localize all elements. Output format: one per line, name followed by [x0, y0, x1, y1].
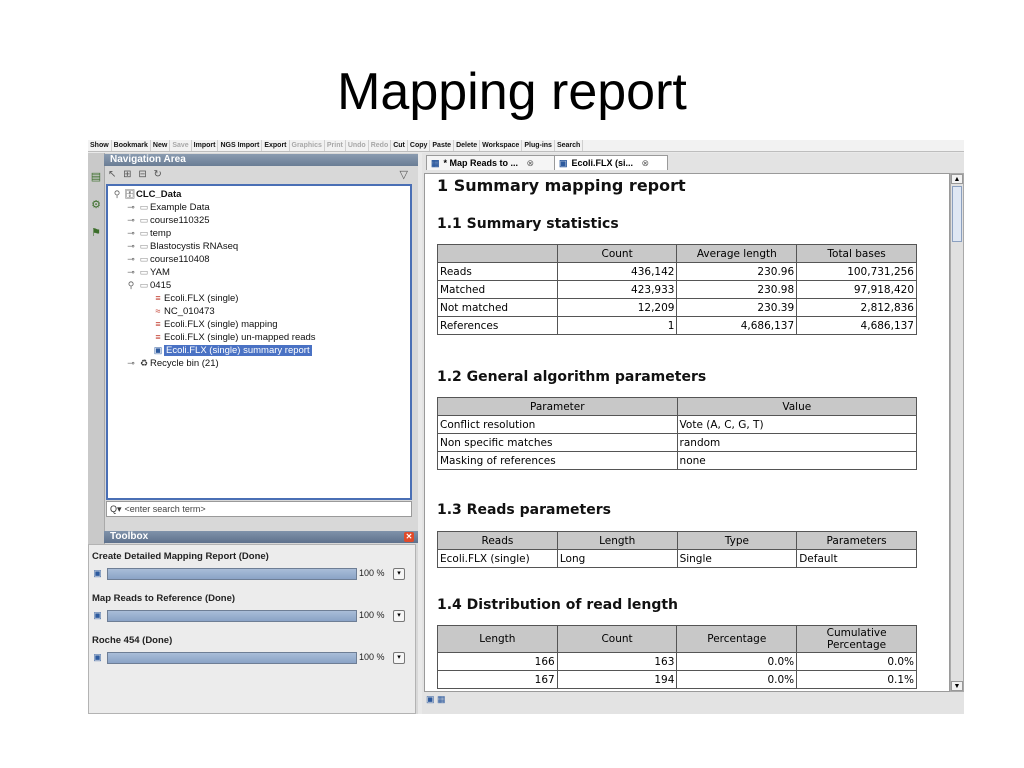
- table-cell: Non specific matches: [438, 434, 678, 452]
- column-header: Length: [438, 626, 558, 653]
- refresh-icon[interactable]: ↻: [153, 169, 162, 180]
- navigation-tools: [104, 167, 418, 183]
- tree-item[interactable]: [110, 188, 181, 200]
- menu-delete[interactable]: Delete: [454, 140, 480, 151]
- menu-paste[interactable]: Paste: [430, 140, 454, 151]
- table-cell: References: [438, 317, 558, 335]
- table-row: [438, 434, 917, 452]
- task-icon: ▣: [93, 610, 102, 620]
- table-cell: 167: [438, 671, 558, 689]
- toolbox-processes: [88, 544, 416, 714]
- table-cell: 2,812,836: [797, 299, 917, 317]
- summary-report: [424, 173, 950, 692]
- navigation-tree[interactable]: [106, 184, 412, 500]
- tree-item-label: CLC_Data: [136, 189, 182, 200]
- tree-item[interactable]: [138, 292, 238, 304]
- table-row: [438, 550, 917, 568]
- view-switcher: [426, 694, 446, 705]
- reads-icon: ≡: [155, 332, 161, 342]
- database-icon: 🗄: [124, 189, 136, 199]
- task-label: Create Detailed Mapping Report (Done): [92, 551, 269, 562]
- read-length-distribution-table: [437, 625, 917, 689]
- menu-undo[interactable]: Undo: [346, 140, 369, 151]
- tree-item-label: NC_010473: [164, 306, 215, 317]
- table-row: [438, 299, 917, 317]
- toolbox-header: [104, 531, 418, 543]
- tree-item-label: course110325: [150, 215, 210, 226]
- table-cell: Single: [677, 550, 797, 568]
- progress-fill: [108, 569, 356, 579]
- menu-bookmark[interactable]: Bookmark: [112, 140, 151, 151]
- task-label: Map Reads to Reference (Done): [92, 593, 236, 604]
- table-cell: 4,686,137: [677, 317, 797, 335]
- menu-graphics[interactable]: Graphics: [290, 140, 325, 151]
- import-folder-icon[interactable]: ⊟: [138, 169, 147, 180]
- column-header: Value: [677, 398, 916, 416]
- progress-fill: [108, 611, 356, 621]
- table-cell: 230.96: [677, 263, 797, 281]
- clc-workbench-window: [88, 140, 964, 714]
- collapsed-node-icon[interactable]: ⊸: [127, 241, 135, 251]
- table-row: [438, 653, 917, 671]
- navigation-area-header: [104, 154, 418, 166]
- menu-print[interactable]: Print: [325, 140, 346, 151]
- search-bar[interactable]: [106, 501, 412, 517]
- progress-bar: [107, 610, 357, 622]
- task-menu-icon[interactable]: ▾: [393, 568, 405, 580]
- table-cell: 194: [557, 671, 677, 689]
- tree-item-label: Ecoli.FLX (single): [164, 293, 239, 304]
- tree-item[interactable]: [124, 240, 238, 252]
- folder-icon: ▭: [139, 202, 149, 212]
- tree-item[interactable]: [124, 227, 171, 239]
- folder-icon: ▭: [139, 254, 149, 264]
- toolbox-icon[interactable]: ⚙: [91, 199, 101, 211]
- table-header-row: [438, 245, 917, 263]
- search-icon[interactable]: Q▾: [110, 504, 122, 514]
- scroll-up-icon[interactable]: ▲: [951, 174, 963, 184]
- table-cell: Default: [797, 550, 917, 568]
- toolbar: [88, 140, 964, 152]
- task-menu-icon[interactable]: ▾: [393, 610, 405, 622]
- collapsed-node-icon[interactable]: ⊸: [127, 267, 135, 277]
- task-icon: ▣: [93, 568, 102, 578]
- close-icon[interactable]: ✕: [405, 532, 413, 541]
- tree-item[interactable]: [138, 305, 215, 317]
- column-header: [438, 245, 558, 263]
- vertical-scrollbar[interactable]: [950, 173, 964, 692]
- summary-statistics-table: [437, 244, 917, 335]
- task-icon: ▣: [93, 652, 102, 662]
- column-header: Total bases: [797, 245, 917, 263]
- left-panel: [88, 153, 418, 714]
- report-title: 1 Summary mapping report: [437, 176, 686, 195]
- tree-item[interactable]: [124, 201, 210, 213]
- navigation-icon[interactable]: ▤: [90, 171, 102, 183]
- menu-ngs-import[interactable]: NGS Import: [218, 140, 262, 151]
- column-header: Parameters: [797, 532, 917, 550]
- table-cell: 423,933: [557, 281, 677, 299]
- table-cell: 0.0%: [797, 653, 917, 671]
- folder-icon: ▭: [139, 215, 149, 225]
- menu-plug-ins[interactable]: Plug-ins: [522, 140, 555, 151]
- table-header-row: [438, 532, 917, 550]
- new-folder-icon[interactable]: ⊞: [123, 169, 132, 180]
- sequence-icon: ≈: [155, 306, 161, 316]
- table-row: [438, 263, 917, 281]
- algorithm-parameters-table: [437, 397, 917, 470]
- menu-workspace[interactable]: Workspace: [480, 140, 522, 151]
- tree-item-label: Ecoli.FLX (single) un-mapped reads: [164, 332, 316, 343]
- table-cell: 0.1%: [797, 671, 917, 689]
- filter-icon[interactable]: ▽: [399, 169, 408, 181]
- tab-map-reads[interactable]: [426, 155, 556, 170]
- open-folder-icon: ▭: [139, 280, 149, 290]
- tree-item-label: 0415: [150, 280, 172, 291]
- menu-copy[interactable]: Copy: [408, 140, 431, 151]
- table-header-row: [438, 398, 917, 416]
- reads-parameters-table: [437, 531, 917, 568]
- flag-icon[interactable]: ⚑: [91, 227, 101, 239]
- menu-save[interactable]: Save: [170, 140, 191, 151]
- read-length-distribution-heading: 1.4 Distribution of read length: [437, 597, 679, 613]
- table-cell: Ecoli.FLX (single): [438, 550, 558, 568]
- table-cell: Conflict resolution: [438, 416, 678, 434]
- collapsed-node-icon[interactable]: ⊸: [127, 254, 135, 264]
- tree-item-label: course110408: [150, 254, 210, 265]
- table-cell: Vote (A, C, G, T): [677, 416, 916, 434]
- tree-item-label: Ecoli.FLX (single) mapping: [164, 319, 278, 330]
- toolbox-title: Toolbox: [110, 531, 149, 542]
- pointer-icon[interactable]: ↖: [108, 169, 117, 180]
- expanded-node-icon[interactable]: ⚲: [127, 280, 135, 290]
- column-header: Count: [557, 626, 677, 653]
- tree-item[interactable]: [124, 357, 219, 369]
- collapsed-node-icon[interactable]: ⊸: [127, 358, 135, 368]
- table-cell: 436,142: [557, 263, 677, 281]
- search-input[interactable]: <enter search term>: [124, 504, 206, 514]
- folder-icon: ▭: [139, 228, 149, 238]
- slide-title: Mapping report: [337, 63, 687, 121]
- tree-item[interactable]: [124, 214, 210, 226]
- report-icon: ▣: [559, 158, 568, 168]
- menu-new[interactable]: New: [151, 140, 170, 151]
- table-cell: Long: [557, 550, 677, 568]
- column-header: Cumulative Percentage: [797, 626, 917, 653]
- algorithm-parameters-heading: 1.2 General algorithm parameters: [437, 369, 707, 385]
- viewing-area: [422, 153, 964, 714]
- table-cell: 230.39: [677, 299, 797, 317]
- scroll-thumb[interactable]: [952, 186, 962, 242]
- table-row: [438, 317, 917, 335]
- tree-item-label: YAM: [150, 267, 170, 278]
- table-cell: Not matched: [438, 299, 558, 317]
- recycle-bin-icon: ♻: [139, 358, 149, 368]
- tree-item[interactable]: [124, 279, 171, 291]
- progress-percent: 100 %: [359, 568, 385, 578]
- progress-bar: [107, 568, 357, 580]
- table-cell: 1: [557, 317, 677, 335]
- table-row: [438, 671, 917, 689]
- table-header-row: [438, 626, 917, 653]
- reads-parameters-heading: 1.3 Reads parameters: [437, 502, 611, 518]
- progress-percent: 100 %: [359, 652, 385, 662]
- tree-item[interactable]: [124, 253, 210, 265]
- column-header: Type: [677, 532, 797, 550]
- table-cell: 230.98: [677, 281, 797, 299]
- collapsed-node-icon[interactable]: ⊸: [127, 228, 135, 238]
- tree-item[interactable]: [138, 331, 316, 343]
- tab-label: * Map Reads to ...: [443, 158, 519, 168]
- progress-bar: [107, 652, 357, 664]
- table-cell: Reads: [438, 263, 558, 281]
- report-icon: ▣: [153, 345, 163, 355]
- close-tab-icon[interactable]: ⊗: [526, 158, 535, 168]
- column-header: Average length: [677, 245, 797, 263]
- table-cell: 163: [557, 653, 677, 671]
- tree-item-label: Ecoli.FLX (single) summary report: [166, 345, 310, 356]
- tree-item-label: temp: [150, 228, 172, 239]
- column-header: Percentage: [677, 626, 797, 653]
- menu-search[interactable]: Search: [555, 140, 583, 151]
- tab-ecoli-report[interactable]: [554, 155, 668, 170]
- column-header: Length: [557, 532, 677, 550]
- menu-export[interactable]: Export: [262, 140, 289, 151]
- table-row: [438, 416, 917, 434]
- column-header: Parameter: [438, 398, 678, 416]
- table-cell: Masking of references: [438, 452, 678, 470]
- scroll-down-icon[interactable]: ▼: [951, 681, 963, 691]
- menu-import[interactable]: Import: [192, 140, 219, 151]
- tree-item-label: Example Data: [150, 202, 210, 213]
- close-tab-icon[interactable]: ⊗: [641, 158, 650, 168]
- mapping-icon: ≡: [155, 319, 161, 329]
- table-view-icon[interactable]: ▦: [437, 694, 446, 704]
- column-header: Reads: [438, 532, 558, 550]
- column-header: Count: [557, 245, 677, 263]
- task-label: Roche 454 (Done): [92, 635, 173, 646]
- menu-redo[interactable]: Redo: [369, 140, 392, 151]
- table-cell: 0.0%: [677, 653, 797, 671]
- table-cell: 4,686,137: [797, 317, 917, 335]
- summary-statistics-heading: 1.1 Summary statistics: [437, 216, 619, 232]
- folder-icon: ▭: [139, 241, 149, 251]
- table-row: [438, 281, 917, 299]
- tree-item[interactable]: [138, 344, 312, 356]
- progress-fill: [108, 653, 356, 663]
- table-row: [438, 452, 917, 470]
- collapsed-node-icon[interactable]: ⊸: [127, 202, 135, 212]
- task-menu-icon[interactable]: ▾: [393, 652, 405, 664]
- menu-show[interactable]: Show: [88, 140, 112, 151]
- progress-percent: 100 %: [359, 610, 385, 620]
- tree-item-label: Blastocystis RNAseq: [150, 241, 239, 252]
- table-cell: 166: [438, 653, 558, 671]
- folder-icon: ▭: [139, 267, 149, 277]
- navigation-area-title: Navigation Area: [110, 154, 186, 165]
- expanded-node-icon[interactable]: ⚲: [113, 189, 121, 199]
- tree-item-label: Recycle bin (21): [150, 358, 219, 369]
- table-cell: 97,918,420: [797, 281, 917, 299]
- table-cell: none: [677, 452, 916, 470]
- tree-item[interactable]: [124, 266, 170, 278]
- table-cell: 0.0%: [677, 671, 797, 689]
- table-icon: ▦: [431, 158, 440, 168]
- table-cell: random: [677, 434, 916, 452]
- report-view-icon[interactable]: ▣: [426, 694, 435, 704]
- menu-cut[interactable]: Cut: [391, 140, 408, 151]
- collapsed-node-icon[interactable]: ⊸: [127, 215, 135, 225]
- table-cell: 12,209: [557, 299, 677, 317]
- reads-icon: ≡: [155, 293, 161, 303]
- table-cell: Matched: [438, 281, 558, 299]
- tree-item[interactable]: [138, 318, 278, 330]
- table-cell: 100,731,256: [797, 263, 917, 281]
- tab-label: Ecoli.FLX (si...: [571, 158, 634, 168]
